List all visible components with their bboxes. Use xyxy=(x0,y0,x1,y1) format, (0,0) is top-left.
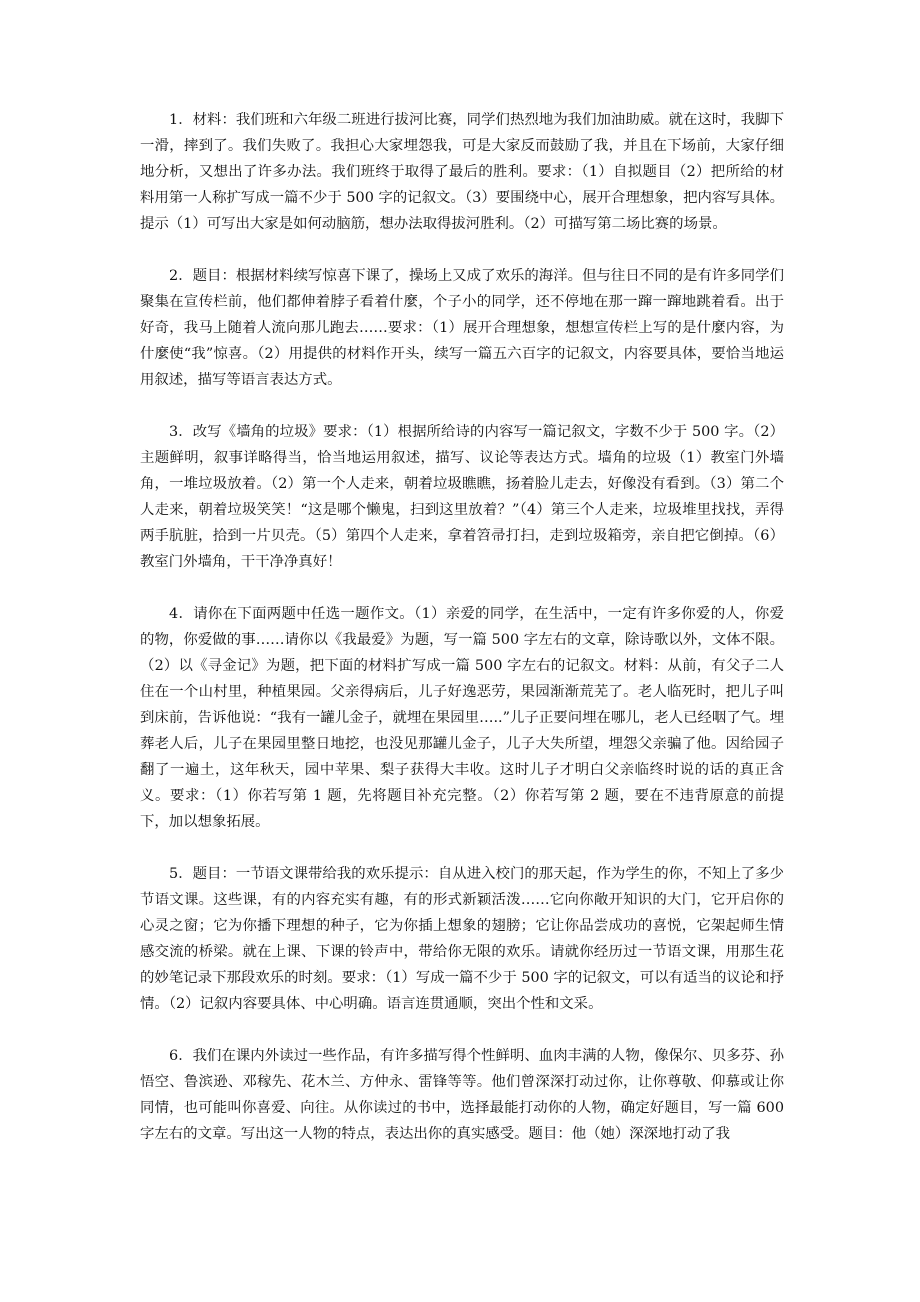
essay-prompt-3: 3．改写《墙角的垃圾》要求：（1）根据所给诗的内容写一篇记叙文，字数不少于 500 字。（2）主题鲜明，叙事详略得当，恰当地运用叙述，描写、议论等表达方式。墙角的垃圾（1）教室门外墙角，一堆垃圾放着。（2）第一个人走来，朝着垃圾瞧瞧，扬着脸儿走去，好像没有看到。（3）第二个人走来，朝着垃圾笑笑！“这是哪个懒鬼，扫到这里放着？”（4）第三个人走来，垃圾堆里找找，弄得两手肮脏，拾到一片贝壳。（5）第四个人走来，拿着笤帚打扫，走到垃圾箱旁，亲自把它倒掉。（6）教室门外墙角，干干净净真好！ xyxy=(140,424,784,570)
document-body xyxy=(140,107,784,1147)
essay-prompt-1: 1．材料：我们班和六年级二班进行拔河比赛，同学们热烈地为我们加油助威。就在这时，我脚下一滑，摔到了。我们失败了。我担心大家埋怨我，可是大家反而鼓励了我，并且在下场前，大家仔细地分析，又想出了许多办法。我们班终于取得了最后的胜利。要求：（1）自拟题目（2）把所给的材料用第一人称扩写成一篇不少于 500 字的记叙文。（3）要围绕中心，展开合理想象，把内容写具体。提示（1）可写出大家是如何动脑筋，想办法取得拔河胜利。（2）可描写第二场比赛的场景。 xyxy=(140,112,784,232)
essay-prompt-6: 6．我们在课内外读过一些作品，有许多描写得个性鲜明、血肉丰满的人物，像保尔、贝多芬、孙悟空、鲁滨逊、邓稼先、花木兰、方仲永、雷锋等等。他们曾深深打动过你，让你尊敬、仰慕或让你同情，也可能叫你喜爱、向往。从你读过的书中，选择最能打动你的人物，确定好题目，写一篇 600 字左右的文章。写出这一人物的特点，表达出你的真实感受。题目：他（她）深深地打动了我 xyxy=(140,1048,784,1142)
essay-prompt-4: 4．请你在下面两题中任选一题作文。（1）亲爱的同学，在生活中，一定有许多你爱的人，你爱的物，你爱做的事……请你以《我最爱》为题，写一篇 500 字左右的文章，除诗歌以外，文体不限。（2）以《寻金记》为题，把下面的材料扩写成一篇 500 字左右的记叙文。材料：从前，有父子二人住在一个山村里，种植果园。父亲得病后，儿子好逸恶劳，果园渐渐荒芜了。老人临死时，把儿子叫到床前，告诉他说：“我有一罐儿金子，就埋在果园里…..”儿子正要问埋在哪儿，老人已经咽了气。埋葬老人后，儿子在果园里整日地挖，也没见那罐儿金子，儿子大失所望，埋怨父亲骗了他。因给园子翻了一遍土，这年秋天，园中苹果、梨子获得大丰收。这时儿子才明白父亲临终时说的话的真正含义。要求：（1）你若写第 1 题，先将题目补充完整。（2）你若写第 2 题，要在不违背原意的前提下，加以想象拓展。 xyxy=(140,606,784,830)
essay-prompt-5: 5．题目：一节语文课带给我的欢乐提示：自从进入校门的那天起，作为学生的你，不知上了多少节语文课。这些课，有的内容充实有趣，有的形式新颖活泼……它向你敞开知识的大门，它开启你的心灵之窗；它为你播下理想的种子，它为你插上想象的翅膀；它让你品尝成功的喜悦，它架起师生情感交流的桥梁。就在上课、下课的铃声中，带给你无限的欢乐。请就你经历过一节语文课，用那生花的妙笔记录下那段欢乐的时刻。要求：（1）写成一篇不少于 500 字的记叙文，可以有适当的议论和抒情。（2）记叙内容要具体、中心明确。语言连贯通顺，突出个性和文采。 xyxy=(140,866,784,1012)
essay-prompt-2: 2．题目：根据材料续写惊喜下课了，操场上又成了欢乐的海洋。但与往日不同的是有许多同学们聚集在宣传栏前，他们都伸着脖子看着什麼，个子小的同学，还不停地在那一蹿一蹿地跳着看。出于好奇，我马上随着人流向那儿跑去……要求：（1）展开合理想象，想想宣传栏上写的是什麼内容，为什麼使“我”惊喜。（2）用提供的材料作开头，续写一篇五六百字的记叙文，内容要具体，要恰当地运用叙述，描写等语言表达方式。 xyxy=(140,268,784,388)
